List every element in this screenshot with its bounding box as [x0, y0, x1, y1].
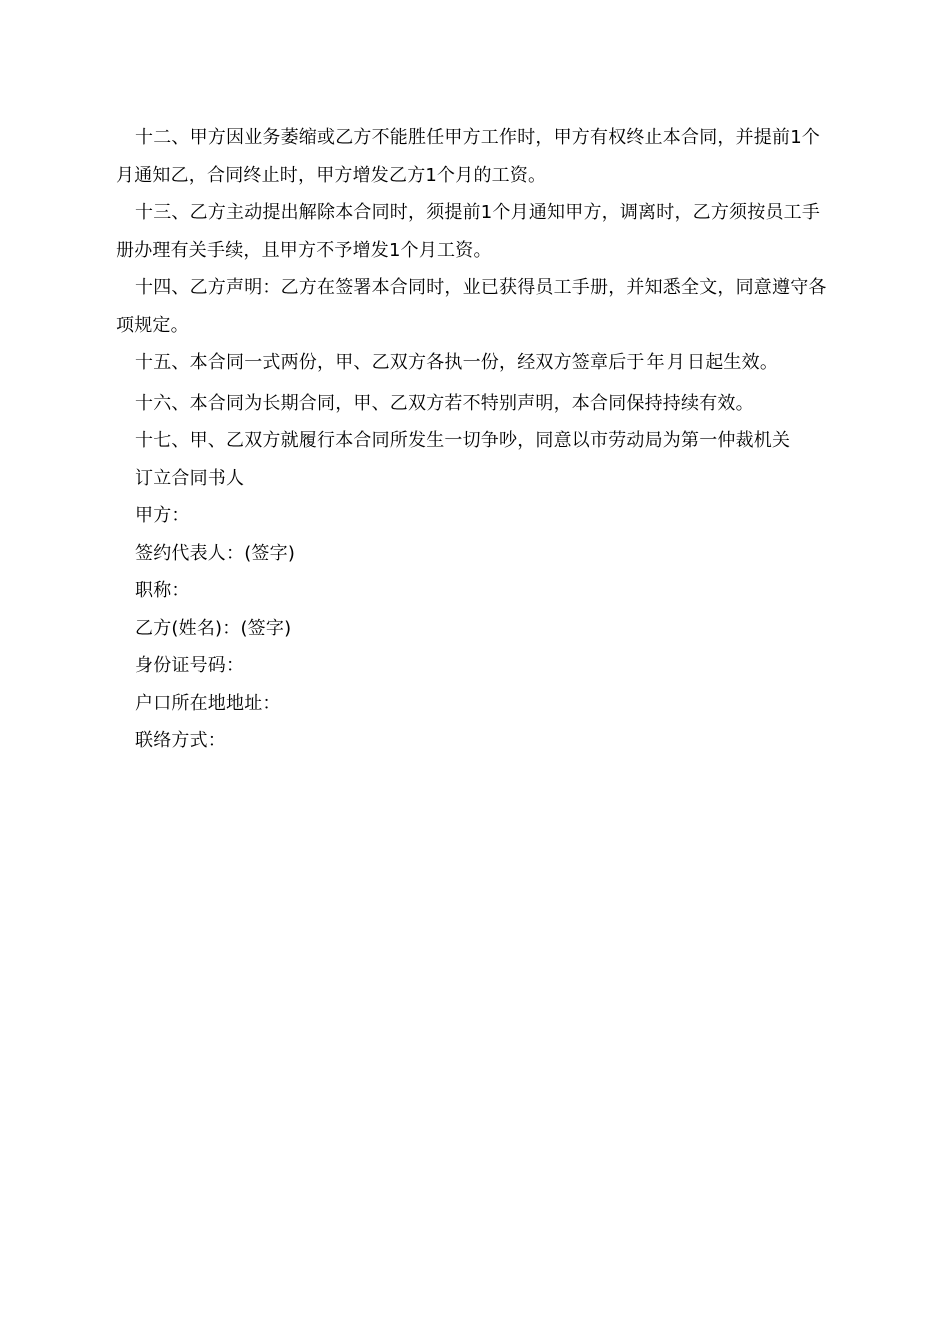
clause-15-text: 十五、本合同一式两份，甲、乙双方各执一份，经双方签章后于 [135, 352, 645, 373]
year-label: 年 [646, 352, 665, 373]
signature-heading: 订立合同书人 [135, 467, 245, 489]
contract-body [116, 119, 838, 760]
party-b-field: 乙方(姓名)：(签字) [135, 617, 292, 639]
clause-15 [116, 344, 838, 385]
clause-14: 十四、乙方声明：乙方在签署本合同时，业已获得员工手册，并知悉全文，同意遵守各项规定。 [116, 277, 827, 336]
address-field: 户口所在地地址： [135, 692, 281, 714]
contact-field: 联络方式： [135, 730, 226, 751]
representative-field: 签约代表人：(签字) [135, 542, 296, 564]
clause-12: 十二、甲方因业务萎缩或乙方不能胜任甲方工作时，甲方有权终止本合同，并提前1个月通知乙，合同终止时，甲方增发乙方1个月的工资。 [116, 127, 821, 186]
party-a-field: 甲方： [135, 505, 190, 526]
month-label: 月 [666, 352, 686, 373]
id-number-field: 身份证号码： [135, 655, 245, 676]
clause-16: 十六、本合同为长期合同，甲、乙双方若不特别声明，本合同保持持续有效。 [135, 392, 754, 414]
clause-17: 十七、甲、乙双方就履行本合同所发生一切争吵，同意以市劳动局为第一仲裁机关 [135, 430, 791, 451]
clause-13: 十三、乙方主动提出解除本合同时，须提前1个月通知甲方，调离时，乙方须按员工手册办理有关手续，且甲方不予增发1个月工资。 [116, 202, 821, 261]
clause-15-tail: 日起生效。 [687, 352, 779, 373]
title-field: 职称： [135, 580, 190, 601]
